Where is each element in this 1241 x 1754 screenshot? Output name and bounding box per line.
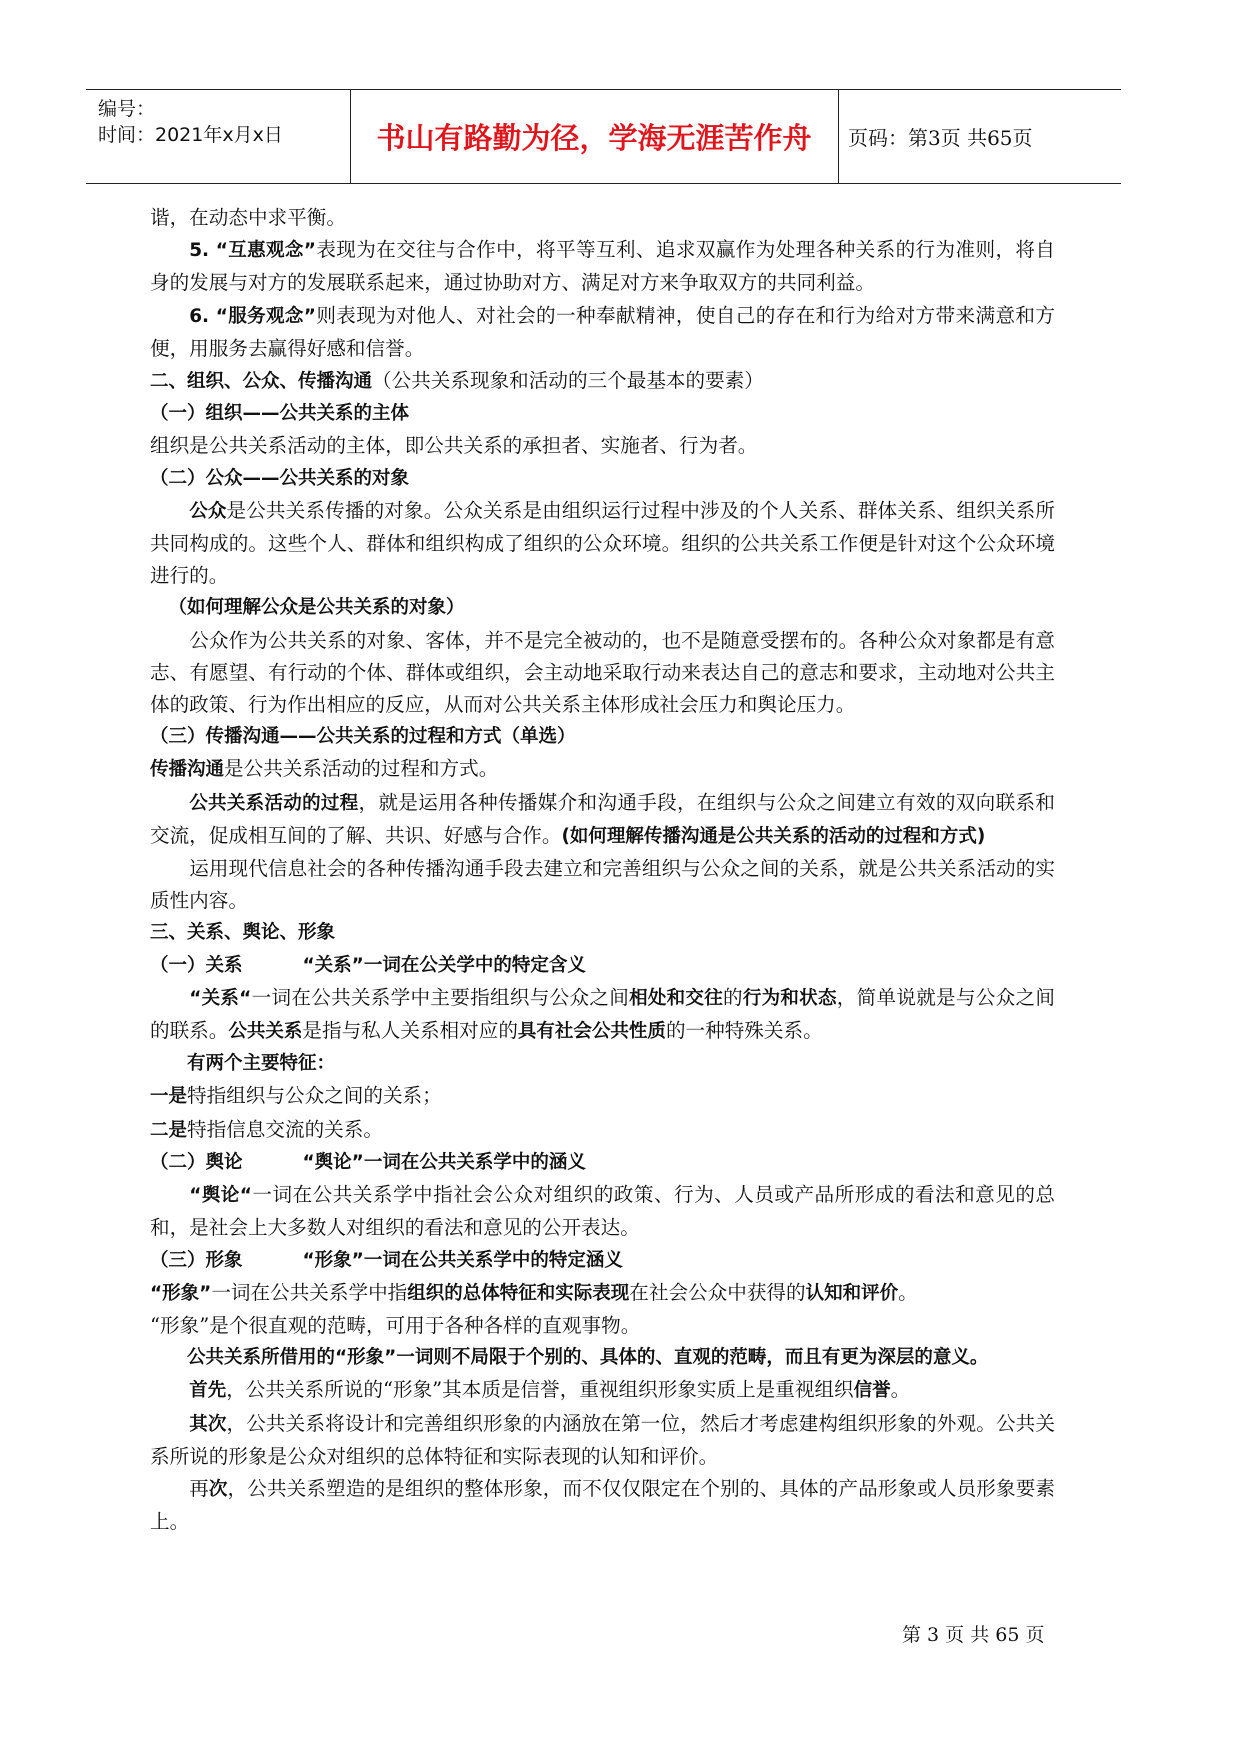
term: “互惠观念” xyxy=(215,240,316,262)
page-footer: 第 3 页 共 65 页 xyxy=(902,1624,1045,1646)
header-meta xyxy=(86,90,351,183)
paragraph: “形象”是个很直观的范畴，可用于各种各样的直观事物。 xyxy=(150,1313,641,1337)
paragraph: 公众作为公共关系的对象、客体，并不是完全被动的，也不是随意受摆布的。各种公众对象都是有意志、有愿望、有行动的个体、群体或组织，会主动地采取行动来表达自己的意志和要求，主动地对公共主体的政策、行为作出相应的反应，从而对公共关系主体形成社会压力和舆论压力。 xyxy=(150,628,1055,717)
feature-item: 一是特指组织与公众之间的关系； xyxy=(150,1084,442,1108)
page-label: 页码：第3页 共65页 xyxy=(848,126,1033,150)
features-label: 有两个主要特征： xyxy=(187,1053,336,1075)
paragraph: “关系“一词在公共关系学中主要指组织与公众之间相处和交往的行为和状态，简单说就是与公众之间的联系。公共关系是指与私人关系相对应的具有社会公共性质的一种特殊关系。 xyxy=(150,985,1055,1043)
header-motto-cell xyxy=(350,90,839,183)
paragraph-5: 5. “互惠观念”表现为在交往与合作中，将平等互利、追求双赢作为处理各种关系的行为准则，将自身的发展与对方的发展联系起来，通过协助对方、满足对方来争取双方的共同利益。 xyxy=(150,238,1055,295)
heading-2: 二、组织、公众、传播沟通（公共关系现象和活动的三个最基本的要素） xyxy=(150,369,764,393)
subheading-public: （二）公众——公共关系的对象 xyxy=(150,467,410,489)
time-label: 时间：2021年x月x日 xyxy=(98,124,283,146)
paragraph: “舆论“一词在公共关系学中指社会公众对组织的政策、行为、人员或产品所形成的看法和意见的总和，是社会上大多数人对组织的看法和意见的公开表达。 xyxy=(150,1183,1055,1240)
paragraph: “形象”一词在公共关系学中指组织的总体特征和实际表现在社会公众中获得的认知和评价。 xyxy=(150,1280,918,1304)
question: （如何理解公众是公共关系的对象） xyxy=(168,597,465,619)
paragraph: 公众是公共关系传播的对象。公众关系是由组织运行过程中涉及的个人关系、群体关系、组织关系所共同构成的。这些个人、群体和组织构成了组织的公众环境。组织的公共关系工作便是针对这个公众环境进行的。 xyxy=(150,498,1055,588)
feature-item: 二是特指信息交流的关系。 xyxy=(150,1117,383,1141)
emphasis-paragraph: 公共关系所借用的“形象”一词则不局限于个别的、具体的、直观的范畴，而且有更为深层的意义。 xyxy=(187,1347,989,1369)
paragraph: 组织是公共关系活动的主体，即公共关系的承担者、实施者、行为者。 xyxy=(150,434,758,458)
subheading-relation: （一）关系 “关系”一词在公关学中的特定含义 xyxy=(150,954,586,976)
subheading-organization: （一）组织——公共关系的主体 xyxy=(150,403,410,425)
paragraph: 公共关系活动的过程，就是运用各种传播媒介和沟通手段，在组织与公众之间建立有效的双向联系和交流，促成相互间的了解、共识、好感与合作。(如何理解传播沟通是公共关系的活动的过程和方式) xyxy=(150,790,1055,847)
subheading-image: （三）形象 “形象”一词在公共关系学中的特定涵义 xyxy=(150,1249,623,1271)
header-page-cell xyxy=(838,90,1131,183)
paragraph: 运用现代信息社会的各种传播沟通手段去建立和完善组织与公众之间的关系，就是公共关系活动的实质性内容。 xyxy=(150,857,1055,913)
subheading-opinion: （二）舆论 “舆论”一词在公共关系学中的涵义 xyxy=(150,1151,586,1173)
heading-3: 三、关系、舆论、形象 xyxy=(150,922,336,944)
text-line: 谐，在动态中求平衡。 xyxy=(150,206,346,229)
term: “服务观念” xyxy=(215,305,316,327)
number-label: 编号： xyxy=(98,98,156,120)
paragraph: 传播沟通是公共关系活动的过程和方式。 xyxy=(150,757,499,781)
paragraph: 再次，公共关系塑造的是组织的整体形象，而不仅仅限定在个别的、具体的产品形象或人员形象要素上。 xyxy=(150,1476,1056,1534)
paragraph: 其次，公共关系将设计和完善组织形象的内涵放在第一位，然后才考虑建构组织形象的外观。公共关系所说的形象是公众对组织的总体特征和实际表现的认知和评价。 xyxy=(150,1411,1055,1468)
subheading-communication: （三）传播沟通——公共关系的过程和方式（单选） xyxy=(150,726,576,748)
motto: 书山有路勤为径，学海无涯苦作舟 xyxy=(376,121,812,155)
document-body xyxy=(150,202,1055,1538)
page-header xyxy=(86,89,1121,184)
paragraph-6: 6. “服务观念”则表现为对他人、对社会的一种奉献精神，使自己的存在和行为给对方带来满意和方便，用服务去赢得好感和信誉。 xyxy=(150,303,1055,360)
paragraph: 首先，公共关系所说的“形象”其本质是信誉，重视组织形象实质上是重视组织信誉。 xyxy=(189,1378,911,1402)
